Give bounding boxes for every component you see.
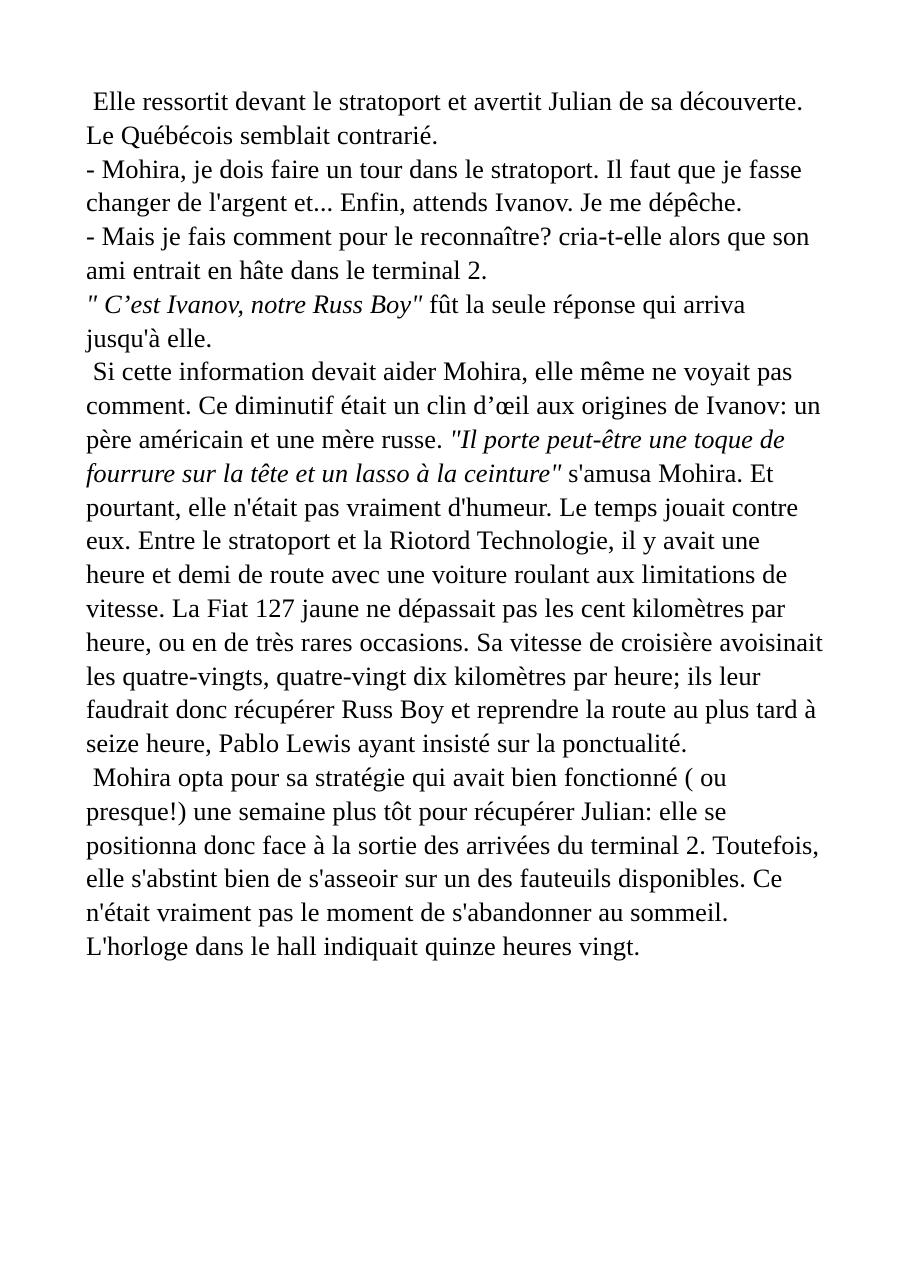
text-run: - Mohira, je dois faire un tour dans le stratoport. Il faut que je fasse changer de l'argent et... Enfin, attends Ivanov. Je me dépêche. — [86, 153, 809, 218]
paragraph — [86, 153, 824, 221]
text-run: s'amusa Mohira. Et pourtant, elle n'était pas vraiment d'humeur. Le temps jouait contre eux. Entre le stratoport et la Riotord Technologie, il y avait une heure et demi de route avec une voiture roulant aux limitations de vitesse. La Fiat 127 jaune ne dépassait pas les cent kilomètres par heure, ou en de très rares occasions. Sa vitesse de croisière avoisinait les quatre-vingts, quatre-vingt dix kilomètres par heure; ils leur faudrait donc récupérer Russ Boy et reprendre la route au plus tard à seize heure, Pablo Lewis ayant insisté sur la ponctualité. — [86, 457, 830, 759]
text-run: fût la seule réponse qui arriva jusqu'à elle. — [86, 288, 753, 353]
text-run: Si cette information devait aider Mohira, elle même ne voyait pas comment. Ce diminutif était un clin d’œil aux origines de Ivanov: un père américain et une mère russe. — [86, 356, 828, 454]
paragraph — [86, 355, 830, 761]
paragraph — [86, 288, 824, 356]
paragraph — [86, 761, 824, 964]
text-run: Mohira opta pour sa stratégie qui avait bien fonctionné ( ou presque!) une semaine plus tôt pour récupérer Julian: elle se positionna donc face à la sortie des arrivées du terminal 2. Toutefois, elle s'abstint bien de s'asseoir sur un des fauteuils disponibles. Ce n'était vraiment pas le moment de s'abandonner au sommeil. L'horloge dans le hall indiquait quinze heures vingt. — [86, 761, 826, 961]
italic-text-run: " C’est Ivanov, notre Russ Boy" — [86, 288, 423, 319]
paragraph — [86, 85, 824, 153]
italic-text-run: "Il porte peut-être une toque de fourrure sur la tête et un lasso à la ceinture" — [86, 423, 792, 488]
text-run: Elle ressortit devant le stratoport et avertit Julian de sa découverte. Le Québécois semblait contrarié. — [86, 86, 810, 150]
document-text-body — [86, 85, 830, 964]
text-run: - Mais je fais comment pour le reconnaître? cria-t-elle alors que son ami entrait en hâte dans le terminal 2. — [86, 221, 817, 285]
paragraph — [86, 220, 824, 288]
